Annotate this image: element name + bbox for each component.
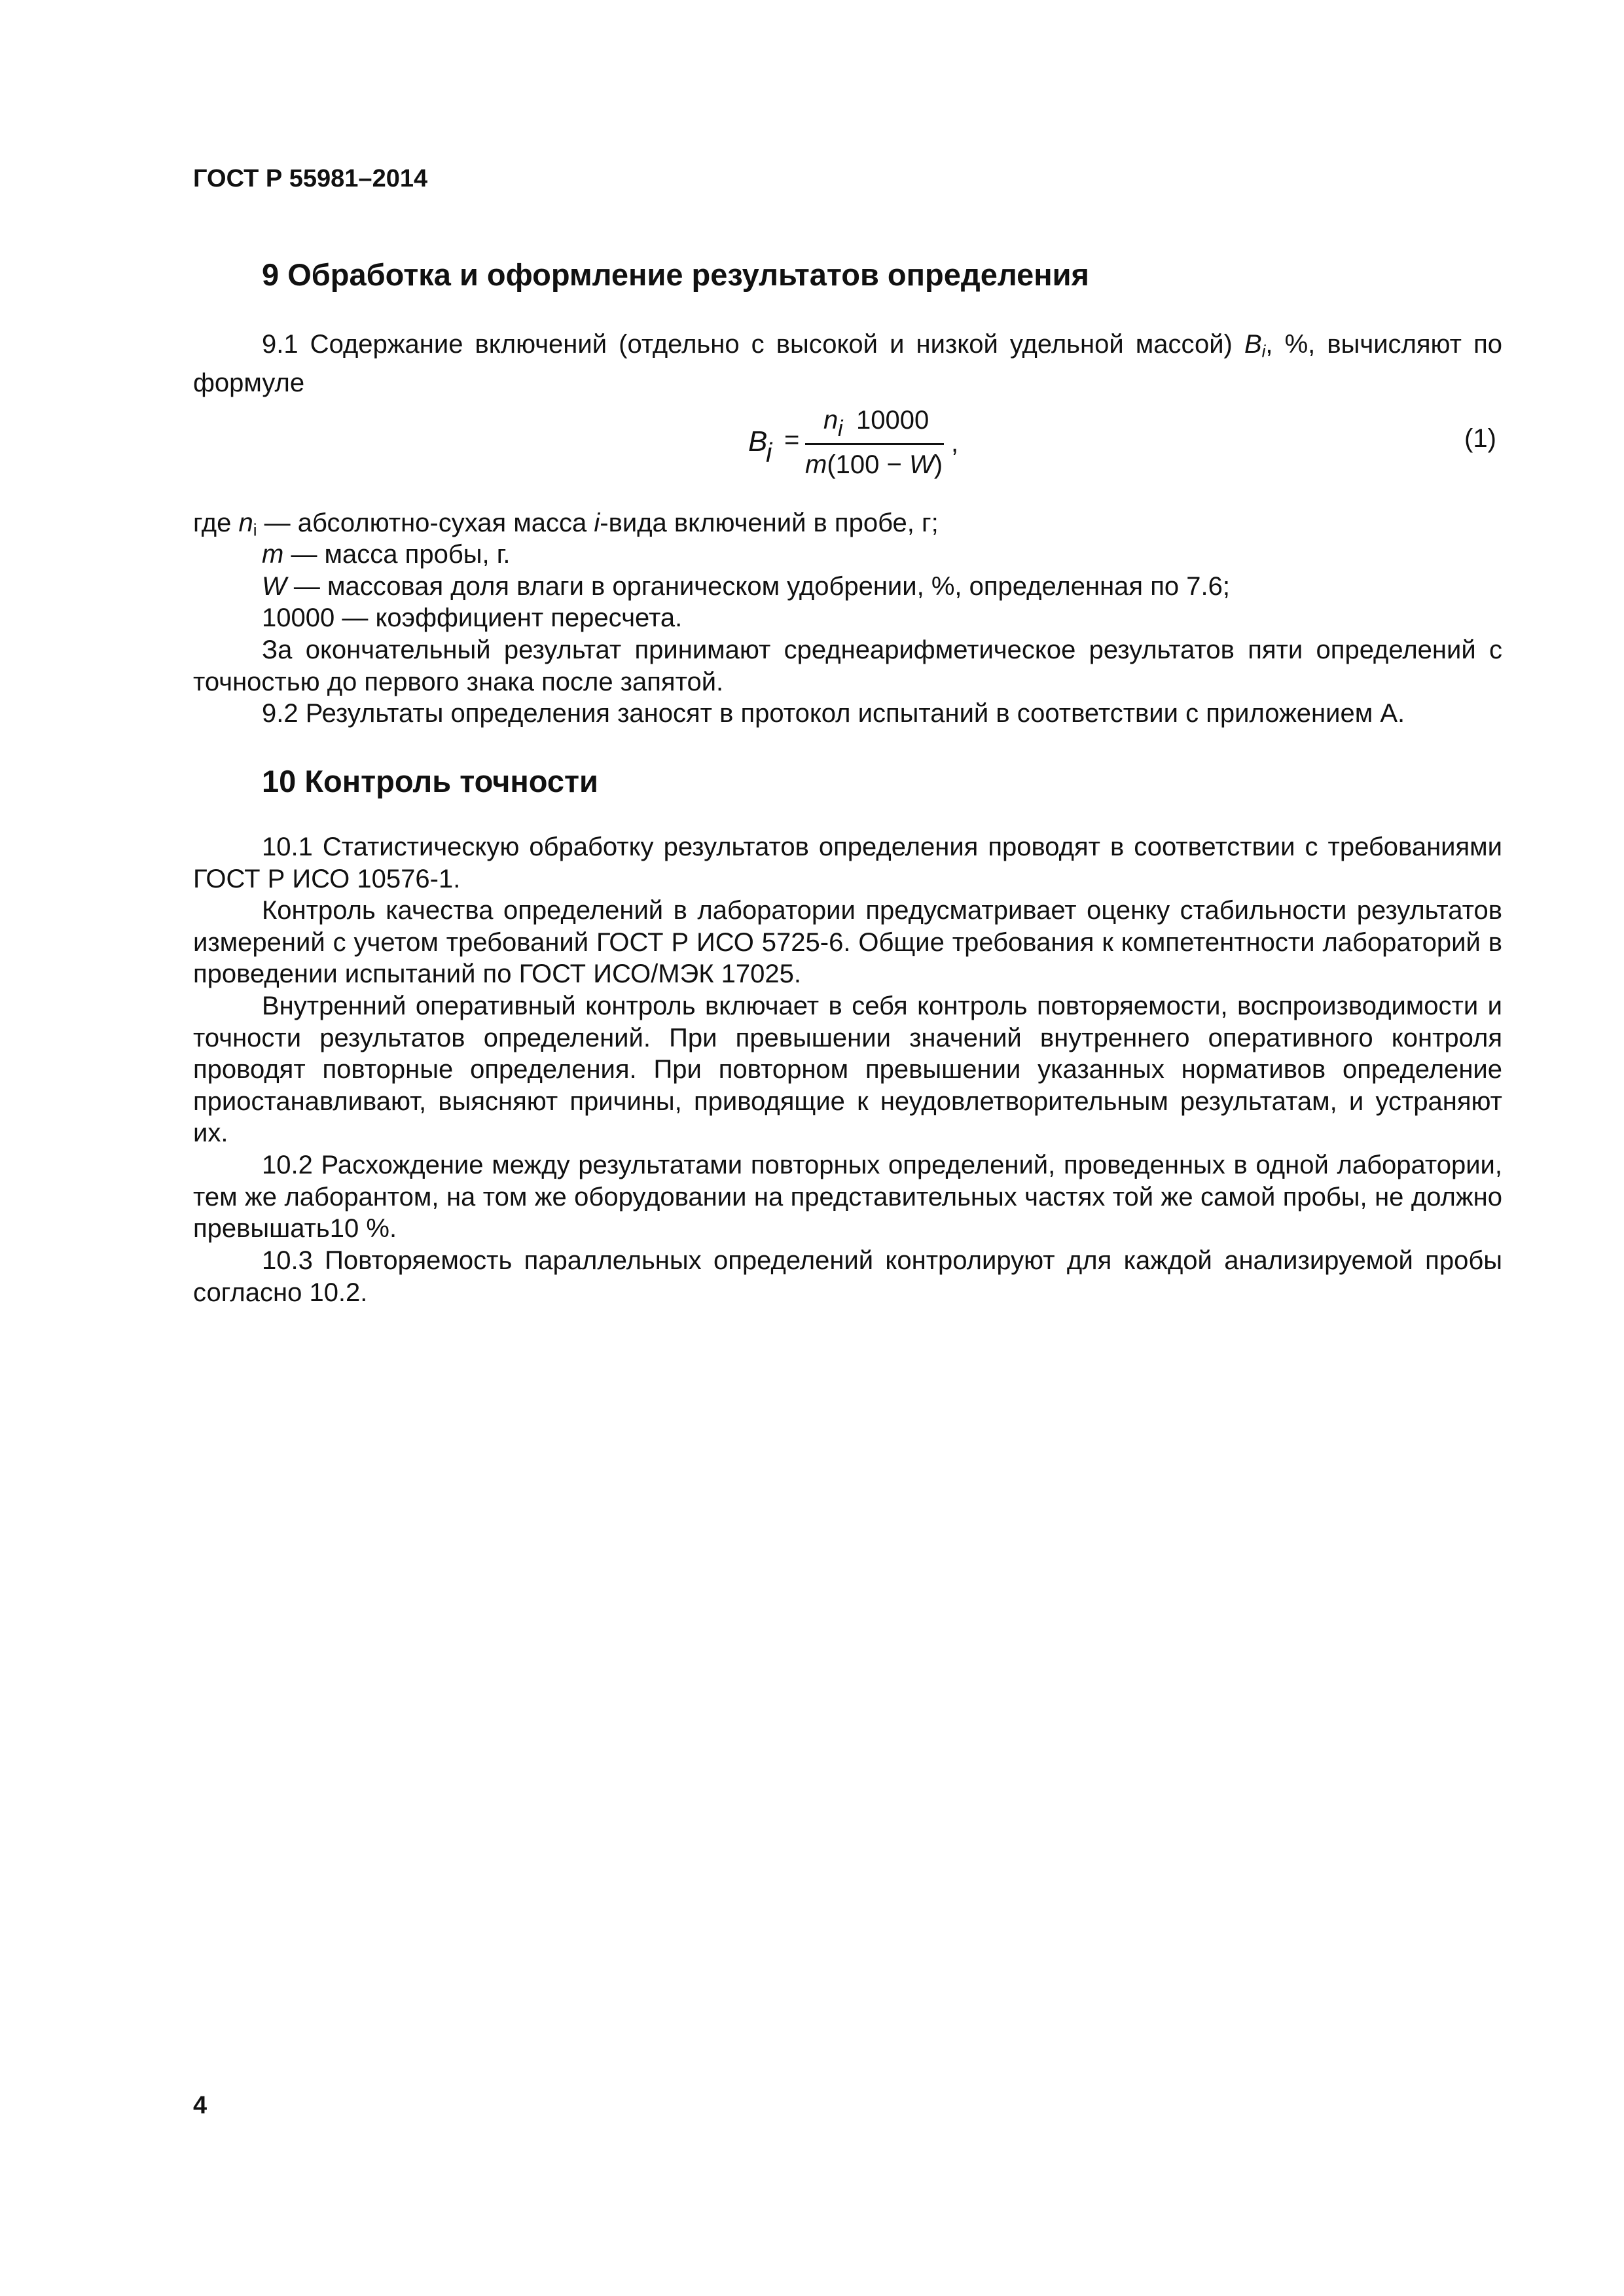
formula-num-value: 10000 xyxy=(856,406,929,435)
paragraph-internal-control: Внутренний оперативный контроль включает в себя контроль повторяемости, воспроизводимости и точности результатов определений. При превышении значений внутреннего оперативного контроля проводят повторные определения. При повторном превышении указанных нормативов определение приостанавливают, выясняют причины, приводящие к неудовлетворительным результатам, и устраняют их. xyxy=(193,992,1502,1147)
section-10-title: 10 Контроль точности xyxy=(262,764,598,798)
page-number: 4 xyxy=(193,2092,208,2119)
var-b: B xyxy=(1244,330,1262,359)
equation-number: (1) xyxy=(1464,424,1496,453)
document-page: ГОСТ Р 55981–2014 9 Обработка и оформление результатов определения 9.1 Содержание включений (отдельно с высокой и низкой удельной массой) $B_i$, %, вычисляют по формуле B i = n i 10000 m(100 − W) , (1) где $n_i$ — абсолютно-сухая масса i-вида включений в пробе, г; m — масса пробы, г. W — массовая доля влаги в органическом удобрении, %, определенная по 7.6; 10000 — коэффициент пересчета. За окончательный результат принимают среднеарифметическое результатов пяти определений с точностью до первого знака после запятой. 9.2 Результаты определения заносят в протокол испытаний в соответствии с приложением А. 10 Контроль точности 10.1 Статистическую обработку результатов определения проводят в соответствии с требованиями ГОСТ Р ИСО 10576-1. Контроль качества определений в лаборатории предусматривает оценку стабильности результатов измерений с учетом требований ГОСТ Р ИСО 5725-6. Общие требования к компетентности лабораторий в проведении испытаний по ГОСТ ИСО/МЭК 17025. Внутренний оперативный контроль включает в себя контроль повторяемости, воспроизводимости и точности результатов определений. При превышении значений внутреннего оперативного контроля проводят повторные определения. При повторном превышении указанных нормативов определение приостанавливают, выясняют причины, приводящие к неудовлетворительным результатам, и устраняют их. 10.2 Расхождение между результатами повторных определений, проведенных в одной лаборатории, тем же лаборантом, на том же оборудовании на представительных частях той же самой пробы, не должно превышать10 %. 10.3 Повторяемость параллельных определений контролируют для каждой анализируемой пробы согласно 10.2. 4 xyxy=(193,165,1502,2119)
paragraph-10-3: 10.3 Повторяемость параллельных определений контролируют для каждой анализируемой пробы согласно 10.2. xyxy=(193,1246,1502,1307)
paragraph-9-1: 9.1 Содержание включений (отдельно с высокой и низкой удельной массой) $B_i$, %, вычисляют по формуле xyxy=(193,330,1502,397)
formula-den-var: m xyxy=(805,450,827,479)
final-result-paragraph: За окончательный результат принимают среднеарифметическое результатов пяти определений с точностью до первого знака после запятой. xyxy=(193,636,1502,696)
formula-num-sub: i xyxy=(838,416,843,441)
formula-lhs-sub: i xyxy=(766,437,772,468)
fraction-bar xyxy=(805,443,944,445)
formula-num-var: n xyxy=(823,406,839,435)
paragraph-9-2: 9.2 Результаты определения заносят в протокол испытаний в соответствии с приложением А. xyxy=(262,699,1405,728)
where-w: W — массовая доля влаги в органическом удобрении, %, определенная по 7.6; xyxy=(262,572,1230,601)
document-header: ГОСТ Р 55981–2014 xyxy=(193,165,428,192)
formula-comma: , xyxy=(951,429,959,457)
where-m: m — масса пробы, г. xyxy=(262,540,511,569)
where-coefficient: 10000 — коэффициент пересчета. xyxy=(262,603,683,632)
paragraph-10-2: 10.2 Расхождение между результатами повторных определений, проведенных в одной лаборатории, тем же лаборантом, на том же оборудовании на представительных частях той же самой пробы, не должно превышать10 %. xyxy=(193,1151,1502,1243)
formula-equals: = xyxy=(784,425,800,454)
section-9-title: 9 Обработка и оформление результатов определения xyxy=(262,257,1089,292)
paragraph-10-1: 10.1 Статистическую обработку результатов определения проводят в соответствии с требованиями ГОСТ Р ИСО 10576-1. xyxy=(193,833,1502,893)
formula-lhs: B xyxy=(748,425,768,457)
where-n: где $n_i$ — абсолютно-сухая масса i-вида включений в пробе, г; xyxy=(193,509,939,540)
paragraph-quality-control: Контроль качества определений в лаборатории предусматривает оценку стабильности результатов измерений с учетом требований ГОСТ Р ИСО 5725-6. Общие требования к компетентности лабораторий в проведении испытаний по ГОСТ ИСО/МЭК 17025. xyxy=(193,896,1502,988)
